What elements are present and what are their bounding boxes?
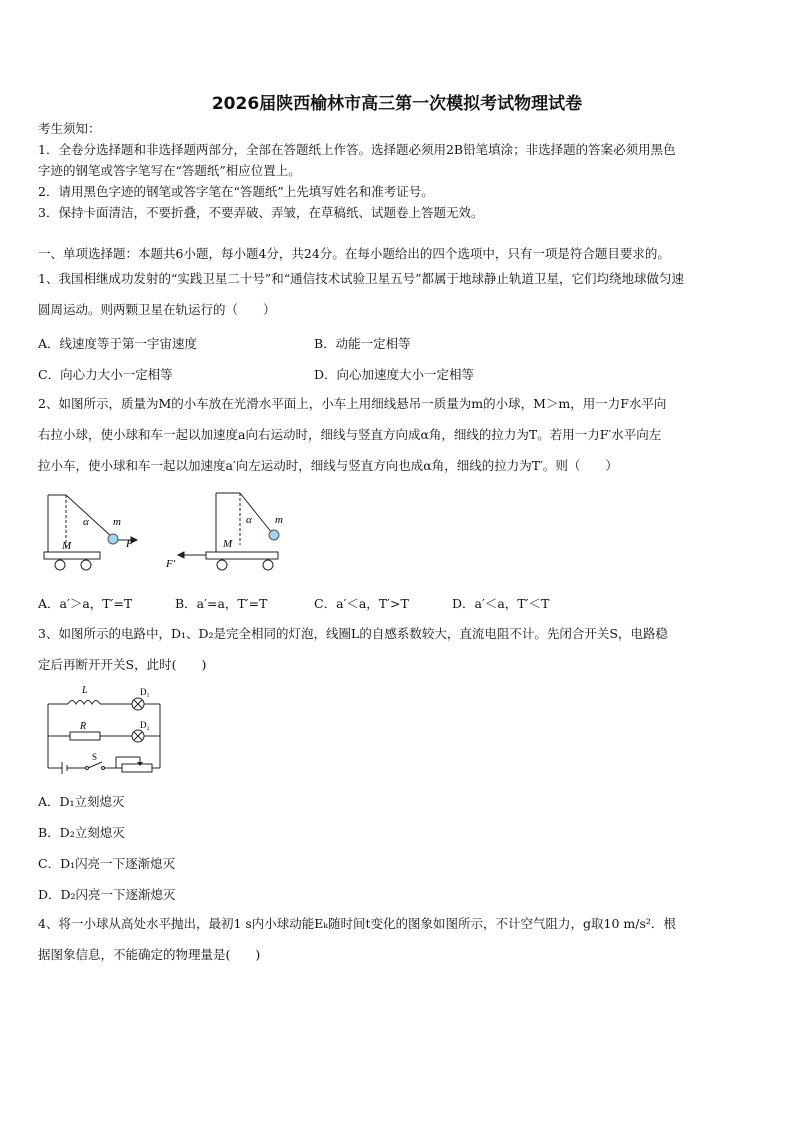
q1-option-c: C．向心力大小一定相等: [38, 367, 173, 382]
q2-option-d: D．a′＜a，T′＜T: [452, 596, 550, 611]
q3-line-2: 定后再断开开关S，此时( ): [38, 657, 207, 672]
m-label-2: m: [275, 514, 283, 526]
inductor-label: L: [82, 685, 88, 696]
alpha-label-2: α: [246, 514, 252, 526]
section-heading: 一、单项选择题：本题共6小题，每小题4分，共24分。在每小题给出的四个选项中，只有一项是符合题目要求的。: [38, 246, 670, 261]
q1-option-b: B．动能一定相等: [314, 336, 411, 351]
q3-option-d: D．D₂闪亮一下逐渐熄灭: [38, 887, 176, 902]
q2-figure: [38, 485, 298, 580]
q1-option-a: A．线速度等于第一宇宙速度: [38, 336, 198, 351]
notice-heading: 考生须知：: [38, 121, 101, 136]
q2-line-3: 拉小车，使小球和车一起以加速度a′向左运动时，细线与竖直方向也成α角，细线的拉力为T′。则（ ）: [38, 458, 618, 473]
notice-line-2: 字迹的钢笔或答字笔写在“答题纸”相应位置上。: [38, 163, 301, 178]
q2-line-2: 右拉小球，使小球和车一起以加速度a向右运动时，细线与竖直方向成α角，细线的拉力为T。若用一力F′水平向左: [38, 427, 662, 442]
alpha-label-1: α: [83, 516, 89, 528]
F-prime-label: F′: [166, 558, 176, 570]
page-title: 2026届陕西榆林市高三第一次模拟考试物理试卷: [211, 94, 583, 114]
F-label: F: [126, 538, 133, 550]
notice-line-4: 3．保持卡面清洁，不要折叠，不要弄破、弄皱，在草稿纸、试题卷上答题无效。: [38, 205, 484, 220]
q3-option-b: B．D₂立刻熄灭: [38, 825, 125, 840]
q2-option-a: A．a′＞a，T′=T: [38, 596, 133, 611]
q1-option-d: D．向心加速度大小一定相等: [314, 367, 475, 382]
lamp-d1-label: D₁: [140, 687, 150, 697]
lamp-d2-label: D₂: [140, 720, 150, 730]
q3-option-c: C．D₁闪亮一下逐渐熄灭: [38, 856, 176, 871]
resistor-label: R: [80, 721, 87, 732]
cart-left-pull: [178, 493, 279, 570]
switch-label: S: [92, 752, 98, 762]
M-label-1: M: [62, 540, 72, 552]
M-label-2: M: [223, 538, 233, 550]
q1-line-2: 圆周运动。则两颗卫星在轨运行的（ ）: [38, 302, 276, 317]
q2-option-b: B．a′=a，T′=T: [175, 596, 268, 611]
q1-line-1: 1、我国相继成功发射的“实践卫星二十号”和“通信技术试验卫星五号”都属于地球静止轨道卫星，它们均绕地球做匀速: [38, 271, 685, 286]
m-label-1: m: [113, 516, 121, 528]
q3-circuit: [40, 682, 170, 778]
notice-line-1: 1．全卷分选择题和非选择题两部分，全部在答题纸上作答。选择题必须用2B铅笔填涂；非选择题的答案必须用黑色: [38, 142, 676, 157]
q2-line-1: 2、如图所示，质量为M的小车放在光滑水平面上，小车上用细线悬吊一质量为m的小球，M＞m，用一力F水平向: [38, 396, 667, 411]
q2-option-c: C．a′＜a，T′>T: [314, 596, 409, 611]
notice-line-3: 2．请用黑色字迹的钢笔或答字笔在“答题纸”上先填写姓名和准考证号。: [38, 184, 434, 199]
q4-line-2: 据图象信息，不能确定的物理量是( ): [38, 947, 261, 962]
cart-right-pull: [44, 495, 137, 570]
q4-line-1: 4、将一小球从高处水平抛出，最初1 s内小球动能Eₖ随时间t变化的图象如图所示，不计空气阻力，g取10 m/s²．根: [38, 916, 676, 931]
q3-line-1: 3、如图所示的电路中，D₁、D₂是完全相同的灯泡，线圈L的自感系数较大，直流电阻不计。先闭合开关S，电路稳: [38, 626, 668, 641]
q3-option-a: A．D₁立刻熄灭: [38, 794, 125, 809]
